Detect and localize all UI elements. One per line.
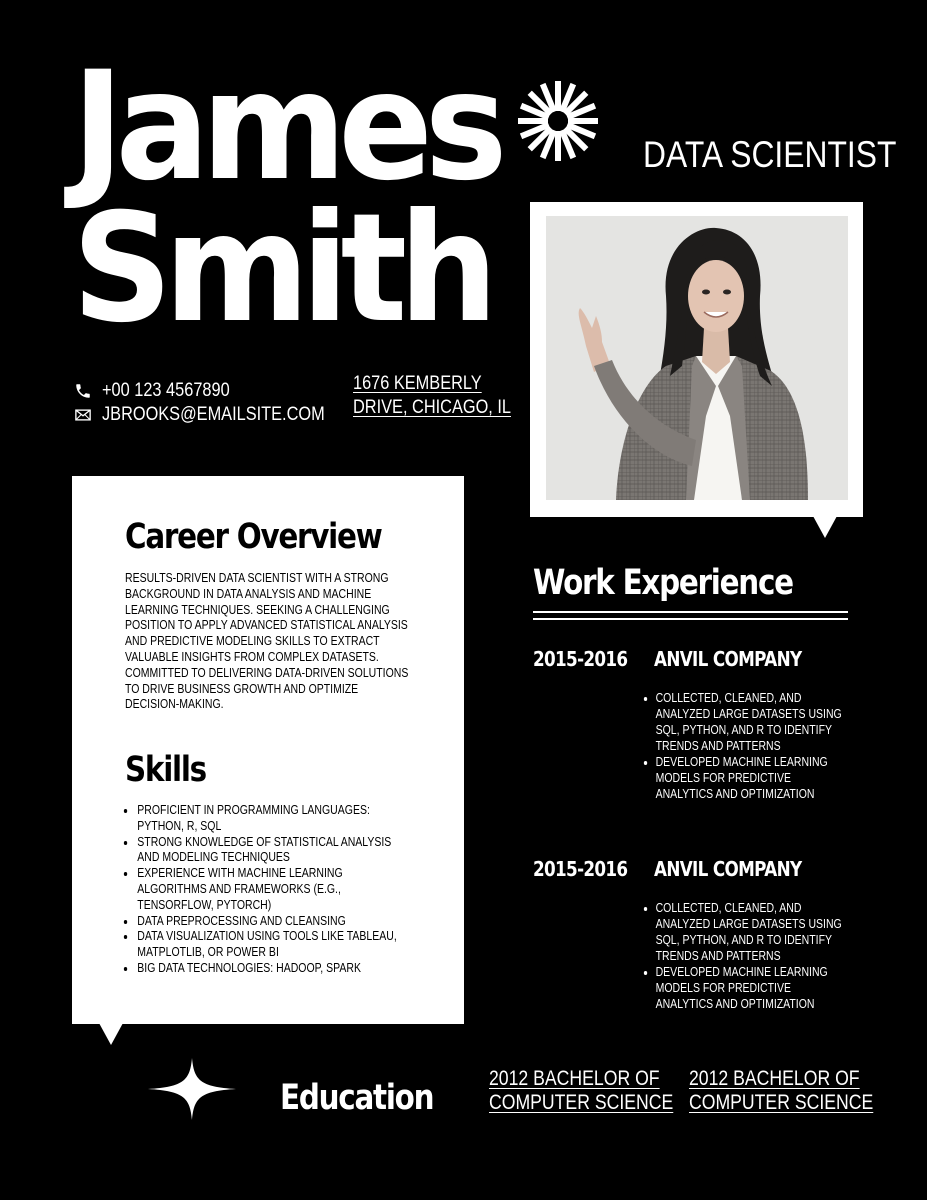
degree-line-1: 2012 BACHELOR OF: [689, 1067, 860, 1090]
profile-photo: [546, 216, 848, 500]
degree-line-2: COMPUTER SCIENCE: [489, 1091, 674, 1114]
job-company: ANVIL COMPANY: [654, 857, 802, 881]
sparkle-icon: [148, 1058, 236, 1120]
skill-item: • DATA VISUALIZATION USING TOOLS LIKE TABLEAU, MATPLOTLIB, OR POWER BI: [136, 929, 413, 961]
job-bullet: • DEVELOPED MACHINE LEARNING MODELS FOR PREDICTIVE ANALYTICS AND OPTIMIZATION: [656, 754, 849, 802]
job-bullet: • COLLECTED, CLEANED, AND ANALYZED LARGE DATASETS USING SQL, PYTHON, AND R TO IDENTIFY TRENDS AND PATTERNS: [656, 900, 849, 964]
email-address[interactable]: JBROOKS@EMAILSITE.COM: [102, 404, 325, 425]
skill-item: • DATA PREPROCESSING AND CLEANSING: [136, 914, 413, 930]
career-overview-heading: Career Overview: [125, 517, 382, 557]
job-years: 2015-2016: [533, 647, 628, 671]
divider-line: [533, 611, 848, 613]
skill-item: • STRONG KNOWLEDGE OF STATISTICAL ANALYSIS AND MODELING TECHNIQUES: [136, 835, 413, 867]
job-bullet: • DEVELOPED MACHINE LEARNING MODELS FOR PREDICTIVE ANALYTICS AND OPTIMIZATION: [656, 964, 849, 1012]
degree-line-2: COMPUTER SCIENCE: [689, 1091, 874, 1114]
address-line-1: 1676 KEMBERLY: [353, 373, 482, 394]
last-name: Smith: [72, 182, 490, 356]
skill-item: • PROFICIENT IN PROGRAMMING LANGUAGES: PYTHON, R, SQL: [136, 803, 413, 835]
skills-list: [123, 803, 413, 977]
career-overview-text: RESULTS-DRIVEN DATA SCIENTIST WITH A STRONG BACKGROUND IN DATA ANALYSIS AND MACHINE LEARNING TECHNIQUES. SEEKING A CHALLENGING POSITION TO APPLY ADVANCED STATISTICAL ANALYSIS AND PREDICTIVE MODELING SKILLS TO EXTRACT VALUABLE INSIGHTS FROM COMPLEX DATASETS. COMMITTED TO DELIVERING DATA-DRIVEN SOLUTIONS TO DRIVE BUSINESS GROWTH AND OPTIMIZE DECISION-MAKING.: [125, 571, 409, 712]
summary-card-pointer: [99, 1023, 123, 1045]
phone-number[interactable]: +00 123 4567890: [102, 380, 230, 401]
phone-icon: [74, 382, 92, 400]
phone-row: [74, 380, 250, 402]
work-experience-heading: Work Experience: [533, 563, 793, 603]
job-bullet: • COLLECTED, CLEANED, AND ANALYZED LARGE DATASETS USING SQL, PYTHON, AND R TO IDENTIFY TRENDS AND PATTERNS: [656, 690, 849, 754]
divider-line: [533, 618, 848, 620]
skill-item: • EXPERIENCE WITH MACHINE LEARNING ALGORITHMS AND FRAMEWORKS (E.G., TENSORFLOW, PYTORCH): [136, 866, 413, 913]
education-item: [689, 1067, 873, 1115]
email-row: [74, 404, 361, 426]
first-name: James: [72, 40, 500, 214]
skill-item: • BIG DATA TECHNOLOGIES: HADOOP, SPARK: [136, 961, 413, 977]
skills-heading: Skills: [125, 750, 206, 790]
education-item: [489, 1067, 673, 1115]
job-company: ANVIL COMPANY: [654, 647, 802, 671]
address: [353, 372, 511, 420]
job-bullets: [643, 900, 849, 1012]
job-bullets: [643, 690, 849, 802]
job-title: DATA SCIENTIST: [643, 134, 897, 175]
address-line-2: DRIVE, CHICAGO, IL: [353, 397, 511, 418]
photo-frame-pointer: [813, 516, 837, 538]
job-years: 2015-2016: [533, 857, 628, 881]
sunburst-icon: [517, 80, 599, 162]
degree-line-1: 2012 BACHELOR OF: [489, 1067, 660, 1090]
envelope-icon: [74, 406, 92, 424]
education-heading: Education: [280, 1078, 434, 1118]
portrait-illustration: [546, 216, 848, 500]
